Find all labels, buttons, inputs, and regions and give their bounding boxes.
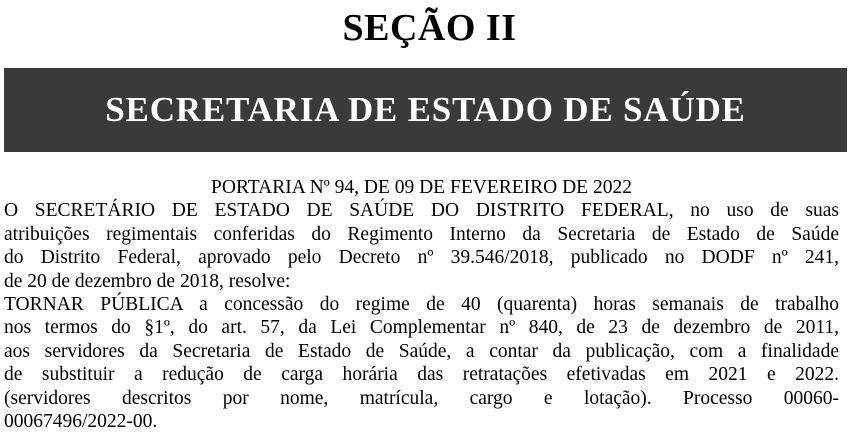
portaria-title: PORTARIA Nº 94, DE 09 DE FEVEREIRO DE 2022	[211, 177, 632, 198]
body-paragraph	[4, 293, 839, 433]
preamble-paragraph	[4, 199, 839, 293]
preamble-line: O SECRETÁRIO DE ESTADO DE SAÚDE DO DISTRITO FEDERAL, no uso de suas	[4, 200, 839, 222]
body-line: aos servidores da Secretaria de Estado de Saúde, a contar da publicação, com a finalidade	[4, 340, 839, 362]
body-line: de substituir a redução de carga horária das retratações efetivadas em 2021 e 2022.	[4, 364, 839, 386]
preamble-line: de 20 de dezembro de 2018, resolve:	[4, 270, 291, 292]
body-line: 00067496/2022-00.	[4, 411, 158, 433]
section-title: SEÇÃO II	[342, 7, 517, 49]
banner-title: SECRETARIA DE ESTADO DE SAÚDE	[105, 90, 746, 129]
portaria-document	[4, 176, 839, 433]
preamble-line: atribuições regimentais conferidas do Regimento Interno da Secretaria de Estado de Saúde	[4, 223, 839, 245]
body-line: nos termos do §1º, do art. 57, da Lei Complementar nº 840, de 23 de dezembro de 2011,	[4, 317, 839, 339]
secretaria-banner	[4, 68, 847, 152]
preamble-line: do Distrito Federal, aprovado pelo Decreto nº 39.546/2018, publicado no DODF nº 241,	[4, 247, 839, 269]
body-line: (servidores descritos por nome, matrícula, cargo e lotação). Processo 00060-	[4, 387, 839, 409]
body-line: TORNAR PÚBLICA a concessão do regime de 40 (quarenta) horas semanais de trabalho	[4, 294, 839, 316]
